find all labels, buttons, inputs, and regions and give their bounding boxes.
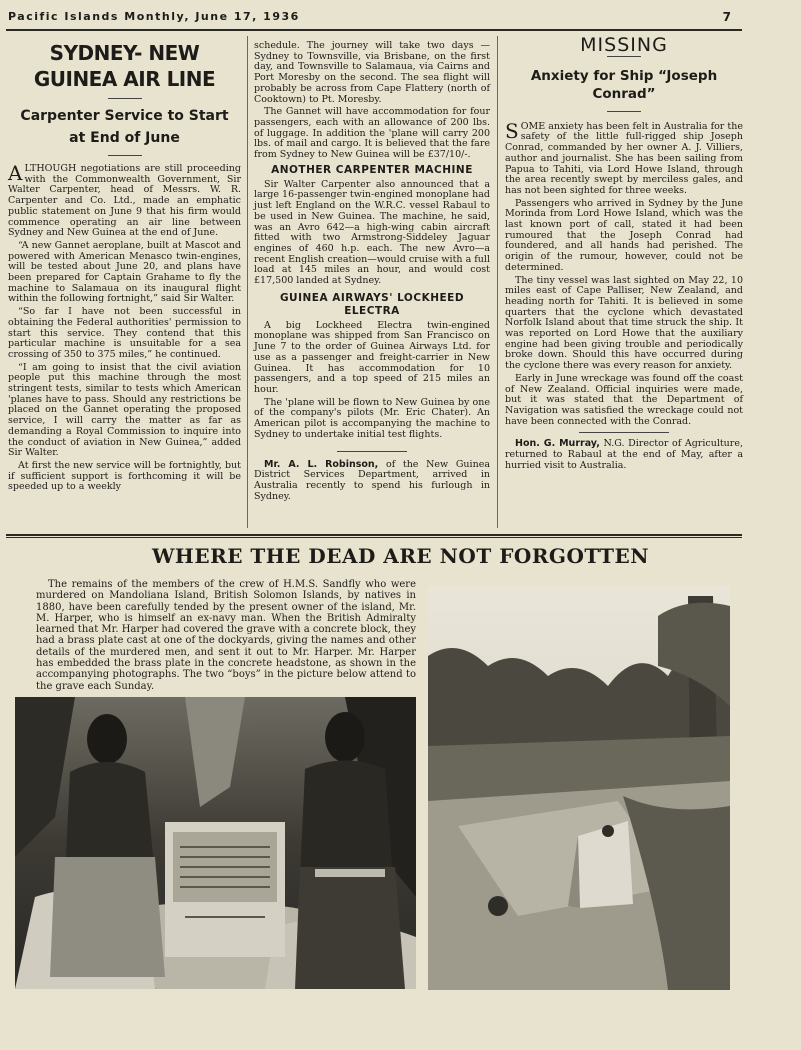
article-paragraph: “I am going to insist that the civil aviation people put this machine through the most stringent tests, similar to tests which American 'planes have to pass. Should any restrictions be placed on the Gannet operating the proposed service, I will carry the matter as far as demanding a Royal Commission to inquire into the conduct of aviation in New Guinea,” added Sir Walter. [8, 361, 241, 459]
divider [579, 432, 669, 433]
drop-cap: S [505, 118, 519, 143]
column-air-line-continued [254, 41, 490, 504]
personal-note: Mr. A. L. Robinson, of the New Guinea District Services Department, arrived in Australia recently to spend his furlough in Sydney. [254, 458, 490, 502]
divider [337, 451, 407, 452]
article-paragraph: Sir Walter Carpenter also announced that a large 16-passenger twin-engined monoplane had just left England on the W.R.C. vessel Rabaul to be used in New Guinea. The machine, he said, was an Avro 642—a high-wing cabin aircraft fitted with two Armstrong-Siddeley Jaguar engines of 460 h.p. each. The new Avro—a recent English creation—would cruise with a full load at 145 miles an hour, and would cost £17,500 landed at Sydney. [254, 178, 490, 287]
air-line-headline: SYDNEY- NEW GUINEA AIR LINE [33, 41, 216, 91]
dead-not-forgotten-body [36, 579, 416, 694]
header-rule [6, 29, 742, 31]
article-paragraph: The 'plane will be flown to New Guinea by one of the company's pilots (Mr. Eric Chater). An American pilot is accompanying the machine to Sydney to undertake initial test flights. [254, 396, 490, 440]
section-heading: ANOTHER CARPENTER MACHINE [271, 163, 473, 176]
article-paragraph: A big Lockheed Electra twin-engined monoplane was shipped from San Francisco on June 7 to the order of Guinea Airways Ltd. for use as a passenger and freight-carrier in New Guinea. It has accommodation for 10 passengers, and a top speed of 215 miles an hour. [254, 319, 490, 395]
article-paragraph: ALTHOUGH negotiations are still proceeding with the Commonwealth Government, Sir Walter Carpenter, head of Messrs. W. R. Carpenter and Co. Ltd., made an emphatic public statement on June 9 that his firm would commence operating an air line between Sydney and New Guinea at the end of June. [8, 161, 241, 239]
publication-header: Pacific Islands Monthly, June 17, 1936 [8, 10, 300, 23]
column-divider [247, 36, 248, 528]
article-paragraph: SOME anxiety has been felt in Australia for the safety of the little full-rigged ship Joseph Conrad, commanded by her owner A. J. Villiers, author and journalist. She has been sailing from Papua to Tahiti, via Lord Howe Island, through the area recently swept by merciless gales, and has not been sighted for three weeks. [505, 118, 743, 196]
article-paragraph: The Gannet will have accommodation for four passengers, each with an allowance of 200 lbs. of luggage. In addition the 'plane will carry 200 lbs. of mail and cargo. It is believed that the fare from Sydney to New Guinea will be £37/10/-. [254, 106, 490, 161]
section-rule [6, 537, 742, 538]
article-paragraph: “So far I have not been successful in obtaining the Federal authorities' permission to start this service. They contend that this particular machine is unsuitable for a sea crossing of 350 to 375 miles,” he continued. [8, 306, 241, 360]
divider [108, 155, 142, 156]
section-heading: GUINEA AIRWAYS' LOCKHEED ELECTRA [279, 291, 465, 317]
missing-headline: MISSING [580, 34, 668, 56]
article-paragraph: The tiny vessel was last sighted on May 22, 10 miles east of Cape Palliser, New Zealand, and heading north for Tahiti. It is believed in some quarters that the cyclone which devastated Norfolk Island about that time struck the ship. It was reported on Lord Howe that the auxiliary engine had been giving trouble and periodically broke down. Should this have occurred during the cyclone there was every reason for anxiety. [505, 274, 743, 372]
column-air-line [8, 40, 241, 495]
divider [607, 111, 641, 112]
dead-not-forgotten-headline: WHERE THE DEAD ARE NOT FORGOTTEN [151, 544, 650, 568]
article-paragraph: Early in June wreckage was found off the coast of New Zealand. Official inquiries were made, but it was stated that the Department of Navigation was satisfied the wreckage could not have been connected with the Conrad. [505, 372, 743, 427]
article-paragraph: “A new Gannet aeroplane, built at Mascot and powered with American Menasco twin-engines, will be tested about June 20, and plans have been prepared for Captain Grahame to fly the machine to Salamaua on its inaugural flight within the following fortnight,” said Sir Walter. [8, 239, 241, 305]
section-rule [6, 534, 742, 536]
missing-subhead: Anxiety for Ship “Joseph Conrad” [530, 67, 718, 102]
article-paragraph: schedule. The journey will take two days —Sydney to Townsville, via Brisbane, on the first day, and Townsville to Salamaua, via Cairns and Port Moresby on the second. The sea flight will probably be across from Cape Flattery (north of Cooktown) to Pt. Moresby. [254, 40, 490, 105]
photo-grave-in-clearing [428, 586, 730, 990]
divider [108, 98, 142, 99]
personal-note: Hon. G. Murray, N.G. Director of Agriculture, returned to Rabaul at the end of May, after a hurried visit to Australia. [505, 438, 743, 471]
photo-men-at-headstone [15, 697, 416, 989]
article-paragraph: Passengers who arrived in Sydney by the June Morinda from Lord Howe Island, which was the last known port of call, stated it had been rumoured that the Joseph Conrad had foundered, and all hands had perished. The origin of the rumour, however, could not be determined. [505, 197, 743, 273]
column-missing [505, 34, 743, 474]
column-divider [497, 36, 498, 528]
article-paragraph: The remains of the members of the crew of H.M.S. Sandfly who were murdered on Mandoliana Island, British Solomon Islands, by natives in 1880, have been carefully tended by the present owner of the island, Mr. M. Harper, who is himself an ex-navy man. When the British Admiralty learned that Mr. Harper had covered the grave with a concrete block, they had a brass plate cast at one of the dockyards, giving the names and other details of the murdered men, and sent it out to Mr. Harper. Mr. Harper has embedded the brass plate in the concrete headstone, as shown in the accompanying photographs. The two “boys” in the picture below attend to the grave each Sunday. [36, 579, 417, 692]
air-line-subhead: Carpenter Service to Start at End of June [20, 108, 229, 146]
drop-cap: A [8, 161, 23, 185]
article-paragraph: At first the new service will be fortnightly, but if sufficient support is forthcoming it will be speeded up to a weekly [8, 459, 241, 493]
page-number: 7 [722, 10, 731, 24]
